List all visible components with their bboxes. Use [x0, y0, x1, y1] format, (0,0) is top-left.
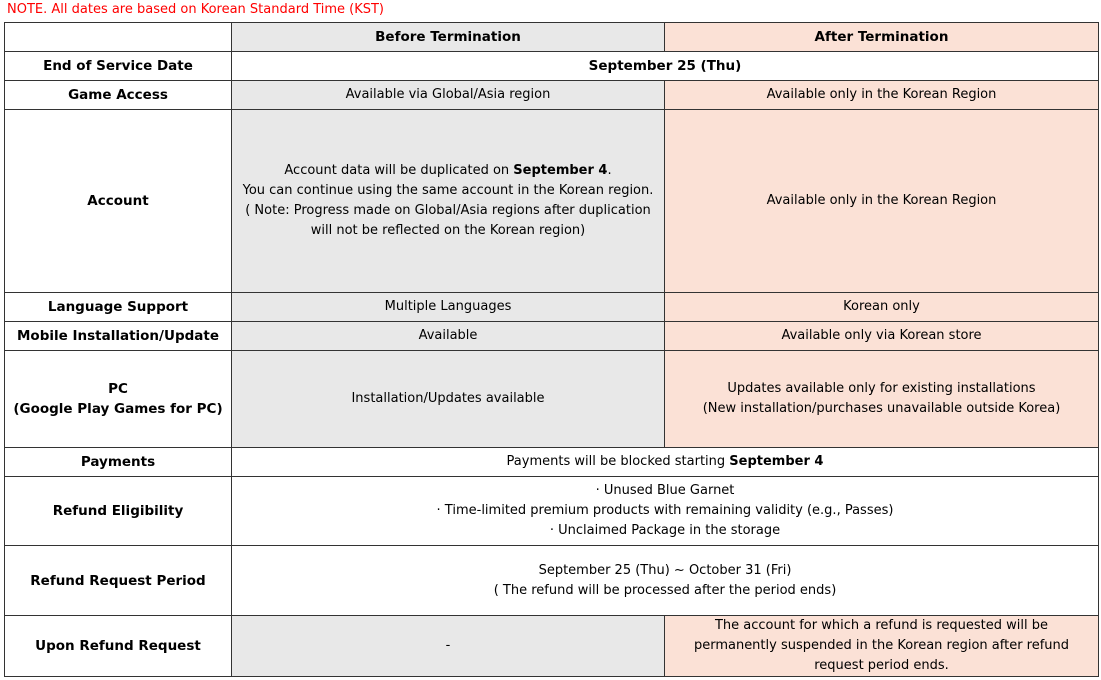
refund-eligibility-list — [232, 477, 1099, 546]
account-before-line2: You can continue using the same account in the Korean region. — [242, 183, 654, 198]
refund-period-value — [232, 546, 1099, 616]
payments-row — [5, 448, 1099, 477]
language-row — [5, 293, 1099, 322]
pc-label — [5, 351, 232, 448]
upon-refund-row — [5, 616, 1099, 677]
game-access-before: Available via Global/Asia region — [232, 81, 665, 110]
upon-refund-after-line2: permanently suspended in the Korean region after refund — [693, 638, 1070, 653]
game-access-row — [5, 81, 1099, 110]
mobile-before: Available — [232, 322, 665, 351]
upon-refund-label: Upon Refund Request — [5, 616, 232, 677]
pc-row — [5, 351, 1099, 448]
payments-value: Payments will be blocked starting September 4 — [232, 448, 1099, 477]
account-before-line4: will not be reflected on the Korean region) — [310, 223, 586, 238]
end-of-service-row — [5, 52, 1099, 81]
pc-after — [665, 351, 1099, 448]
mobile-after: Available only via Korean store — [665, 322, 1099, 351]
payments-label: Payments — [5, 448, 232, 477]
language-after: Korean only — [665, 293, 1099, 322]
corner-cell — [5, 23, 232, 52]
account-after: Available only in the Korean Region — [665, 110, 1099, 293]
account-before-line3: ( Note: Progress made on Global/Asia regions after duplication — [245, 203, 651, 218]
pc-after-line1: Updates available only for existing installations — [727, 381, 1036, 396]
refund-eligibility-row — [5, 477, 1099, 546]
refund-eligibility-item: · Time-limited premium products with remaining validity (e.g., Passes) — [436, 503, 894, 518]
after-termination-header: After Termination — [665, 23, 1099, 52]
game-access-after: Available only in the Korean Region — [665, 81, 1099, 110]
pc-label-line2: (Google Play Games for PC) — [13, 401, 223, 417]
account-before — [232, 110, 665, 293]
account-label: Account — [5, 110, 232, 293]
account-before-line1: Account data will be duplicated on September 4. — [284, 163, 612, 178]
language-before: Multiple Languages — [232, 293, 665, 322]
mobile-row — [5, 322, 1099, 351]
before-termination-header: Before Termination — [232, 23, 665, 52]
refund-period-row — [5, 546, 1099, 616]
refund-period-line1: September 25 (Thu) ~ October 31 (Fri) — [538, 562, 792, 578]
refund-eligibility-item: · Unused Blue Garnet — [595, 483, 735, 498]
upon-refund-after — [665, 616, 1099, 677]
account-row — [5, 110, 1099, 293]
kst-note: NOTE. All dates are based on Korean Standard Time (KST) — [7, 2, 385, 17]
mobile-label: Mobile Installation/Update — [5, 322, 232, 351]
end-of-service-value: September 25 (Thu) — [232, 52, 1099, 81]
language-label: Language Support — [5, 293, 232, 322]
termination-comparison-table — [4, 22, 1099, 677]
pc-label-line1: PC — [108, 381, 128, 397]
refund-eligibility-item: · Unclaimed Package in the storage — [549, 523, 781, 538]
game-access-label: Game Access — [5, 81, 232, 110]
pc-before: Installation/Updates available — [232, 351, 665, 448]
upon-refund-after-line1: The account for which a refund is requested will be — [714, 618, 1048, 633]
upon-refund-after-line3: request period ends. — [814, 658, 949, 673]
upon-refund-before: - — [232, 616, 665, 677]
header-row — [5, 23, 1099, 52]
refund-eligibility-label: Refund Eligibility — [5, 477, 232, 546]
refund-period-line2: ( The refund will be processed after the period ends) — [493, 582, 837, 598]
end-of-service-label: End of Service Date — [5, 52, 232, 81]
pc-after-line2: (New installation/purchases unavailable outside Korea) — [702, 401, 1061, 416]
refund-period-label: Refund Request Period — [5, 546, 232, 616]
